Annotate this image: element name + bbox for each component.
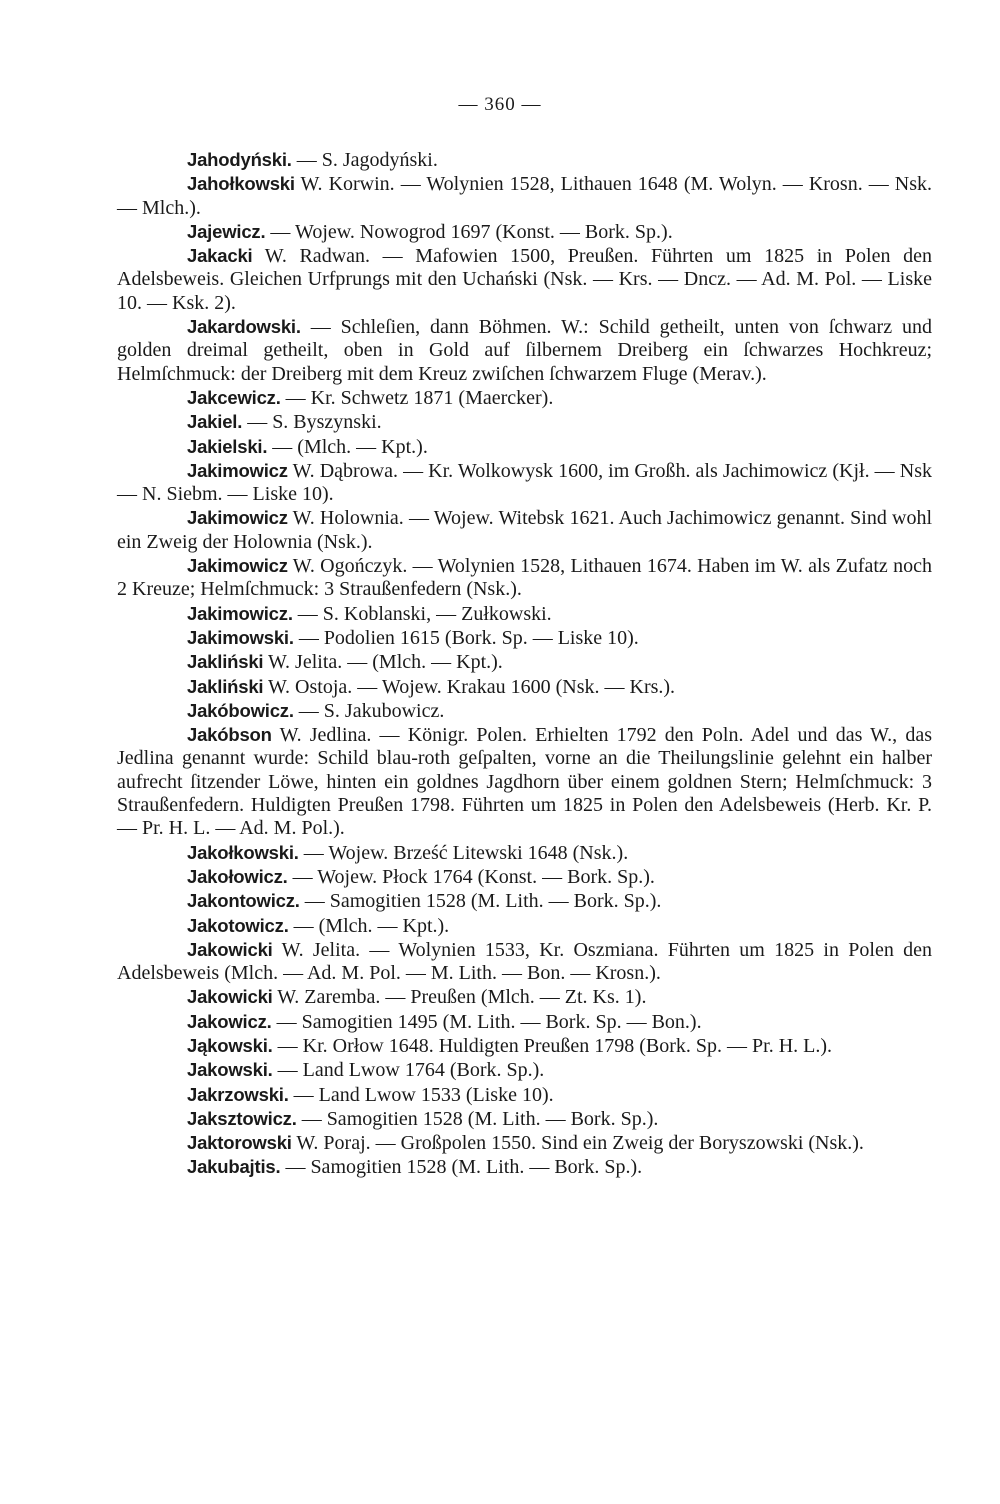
entry-heading: Jakimowicz: [187, 507, 288, 529]
entry-heading: Jajewicz.: [187, 220, 266, 242]
entry-text: W. Poraj. — Großpolen 1550. Sind ein Zweig der Boryszowski (Nsk.).: [296, 1132, 864, 1155]
entry-text: W. Jelita. — Wolynien 1533, Kr. Oszmiana. Führten um 1825 in Polen den Adelsbeweis (Mlch. — Ad. M. Pol. — M. Lith. — Bon. — Krosn.).: [117, 938, 932, 985]
entry-text: W. Ogończyk. — Wolynien 1528, Lithauen 1674. Haben im W. als Zufatz noch 2 Kreuze; Helmſchmuck: 3 Straußenfedern (Nsk.).: [117, 555, 933, 601]
entry-text: — Samogitien 1495 (M. Lith. — Bork. Sp. — Bon.).: [276, 1010, 702, 1033]
entry-heading: Jakimowicz: [187, 555, 288, 577]
entry: [117, 506, 932, 554]
entry-heading: Jakimowicz: [187, 459, 288, 481]
entry-text: W. Jedlina. — Königr. Polen. Erhielten 1792 den Poln. Adel und das W., das Jedlina genannt wurde: Schild blau-roth geſpalten, vorne an die Theilungslinie gelehnt ein halber aufrecht ſitzender Löwe, hinten ein goldnes Jagdhorn über einem goldnen Stern; Helmſchmuck: 3 Straußenfedern. Huldigten Preußen 1798. Führten um 1825 in Polen den Adelsbeweis (Herb. Kr. P. — Pr. H. L. — Ad. M. Pol.).: [117, 724, 933, 840]
entry-text: — S. Byszynski.: [247, 411, 382, 434]
entry: [117, 1083, 932, 1107]
entry-heading: Jakacki: [187, 245, 253, 267]
entry-text: — S. Jagodyński.: [296, 149, 438, 171]
entry-text: — (Mlch. — Kpt.).: [293, 914, 450, 937]
entry: [117, 1034, 932, 1058]
entry-text: W. Dąbrowa. — Kr. Wolkowysk 1600, im Großh. als Jachimowicz (Kjł. — Nsk — N. Siebm. — Liske 10).: [117, 459, 932, 506]
entry: [117, 1010, 932, 1034]
entry-heading: Jakliński: [187, 651, 264, 673]
entry: [117, 626, 932, 650]
entry-text: — Samogitien 1528 (M. Lith. — Bork. Sp.).: [285, 1156, 643, 1179]
entry-text: — S. Koblanski, — Zułkowski.: [297, 602, 552, 625]
entry-text: W. Korwin. — Wolynien 1528, Lithauen 1648 (M. Wolyn. — Krosn. — Nsk. — Mlch.).: [117, 173, 932, 219]
entry-text: — Schleſien, dann Böhmen. W.: Schild getheilt, unten von ſchwarz und golden dreimal getheilt, oben in Gold auf ſilbernem Dreiberg ein ſchwarzes Hochkreuz; Helmſchmuck: der Dreiberg mit dem Kreuz zwiſchen ſchwarzem Fluge (Merav.).: [117, 316, 932, 385]
entry: [117, 244, 932, 315]
entry: [117, 841, 932, 865]
entry-text: — Kr. Schwetz 1871 (Maercker).: [285, 386, 554, 409]
entry: [117, 172, 932, 220]
entry-text: — Wojew. Brześć Litewski 1648 (Nsk.).: [303, 841, 629, 864]
entry-text: W. Ostoja. — Wojew. Krakau 1600 (Nsk. — Krs.).: [268, 675, 676, 698]
entry-heading: Jakrzowski.: [187, 1083, 289, 1105]
entry: [117, 938, 932, 986]
entry-heading: Jakowski.: [187, 1059, 273, 1081]
entry-heading: Jahodyński.: [187, 149, 292, 170]
entry-heading: Jakimowicz.: [187, 602, 293, 624]
entry-heading: Jąkowski.: [187, 1034, 273, 1056]
entry-heading: Jakardowski.: [187, 316, 301, 338]
entry: [117, 1155, 932, 1179]
entry-heading: Jakołkowski.: [187, 841, 299, 863]
page-number: — 360 —: [458, 94, 542, 115]
entry-heading: Jakowicki: [187, 986, 273, 1008]
entry-text: W. Holownia. — Wojew. Witebsk 1621. Auch Jachimowicz genannt. Sind wohl ein Zweig der Holownia (Nsk.).: [117, 507, 932, 553]
entry: [117, 602, 932, 626]
entry: [117, 985, 932, 1009]
entry-text: W. Zaremba. — Preußen (Mlch. — Zt. Ks. 1).: [277, 986, 647, 1009]
entry-text: W. Radwan. — Mafowien 1500, Preußen. Führten um 1825 in Polen den Adelsbeweis. Gleichen Urfprungs mit den Uchański (Nsk. — Krs. — Dncz. — Ad. M. Pol. — Liske 10. — Ksk. 2).: [117, 245, 933, 314]
entry: [117, 650, 932, 674]
entry: [117, 1107, 932, 1131]
entry-heading: Jakiel.: [187, 411, 243, 433]
entry: [117, 1058, 932, 1082]
entry: [117, 148, 932, 172]
entry: [117, 435, 932, 459]
entry-text: — (Mlch. — Kpt.).: [272, 435, 428, 458]
entry: [117, 723, 932, 840]
entry-heading: Jakotowicz.: [187, 914, 289, 936]
entry-text: — Land Lwow 1764 (Bork. Sp.).: [277, 1059, 545, 1082]
entry-text: — Podolien 1615 (Bork. Sp. — Liske 10).: [298, 626, 639, 649]
entry: [117, 699, 932, 723]
entry-heading: Jaksztowicz.: [187, 1107, 297, 1129]
entry-heading: Jakcewicz.: [187, 386, 281, 408]
entry-text: — Samogitien 1528 (M. Lith. — Bork. Sp.).: [301, 1107, 659, 1130]
entry: [117, 220, 932, 244]
entry-heading: Jakowicki: [187, 938, 273, 960]
entry-heading: Jakowicz.: [187, 1010, 272, 1032]
entry-text: — Samogitien 1528 (M. Lith. — Bork. Sp.).: [304, 890, 662, 913]
entry: [117, 914, 932, 938]
entry-heading: Jakołowicz.: [187, 865, 288, 887]
entry-text: — Kr. Orłow 1648. Huldigten Preußen 1798 (Bork. Sp. — Pr. H. L.).: [277, 1034, 833, 1057]
entry-heading: Jakóbowicz.: [187, 699, 294, 721]
entry: [117, 459, 932, 507]
entry-heading: Jahołkowski: [187, 173, 295, 195]
entry-heading: Jakimowski.: [187, 626, 294, 648]
entry-heading: Jaktorowski: [187, 1132, 292, 1154]
entry: [117, 889, 932, 913]
entry-heading: Jakielski.: [187, 435, 268, 457]
entry-text: — S. Jakubowicz.: [298, 699, 445, 722]
entry-list: [117, 148, 932, 1180]
entry: [117, 1131, 932, 1155]
entry-text: — Wojew. Nowogrod 1697 (Konst. — Bork. Sp.).: [270, 220, 673, 243]
entry: [117, 386, 932, 410]
entry: [117, 675, 932, 699]
entry: [117, 865, 932, 889]
entry: [117, 315, 932, 386]
entry-heading: Jakontowicz.: [187, 890, 300, 912]
entry-heading: Jakóbson: [187, 724, 272, 746]
entry-text: — Land Lwow 1533 (Liske 10).: [293, 1083, 554, 1106]
entry-heading: Jakliński: [187, 675, 264, 697]
entry: [117, 554, 932, 602]
entry: [117, 410, 932, 434]
entry-heading: Jakubajtis.: [187, 1156, 281, 1178]
entry-text: — Wojew. Płock 1764 (Konst. — Bork. Sp.).: [292, 865, 655, 888]
entry-text: W. Jelita. — (Mlch. — Kpt.).: [268, 651, 503, 674]
